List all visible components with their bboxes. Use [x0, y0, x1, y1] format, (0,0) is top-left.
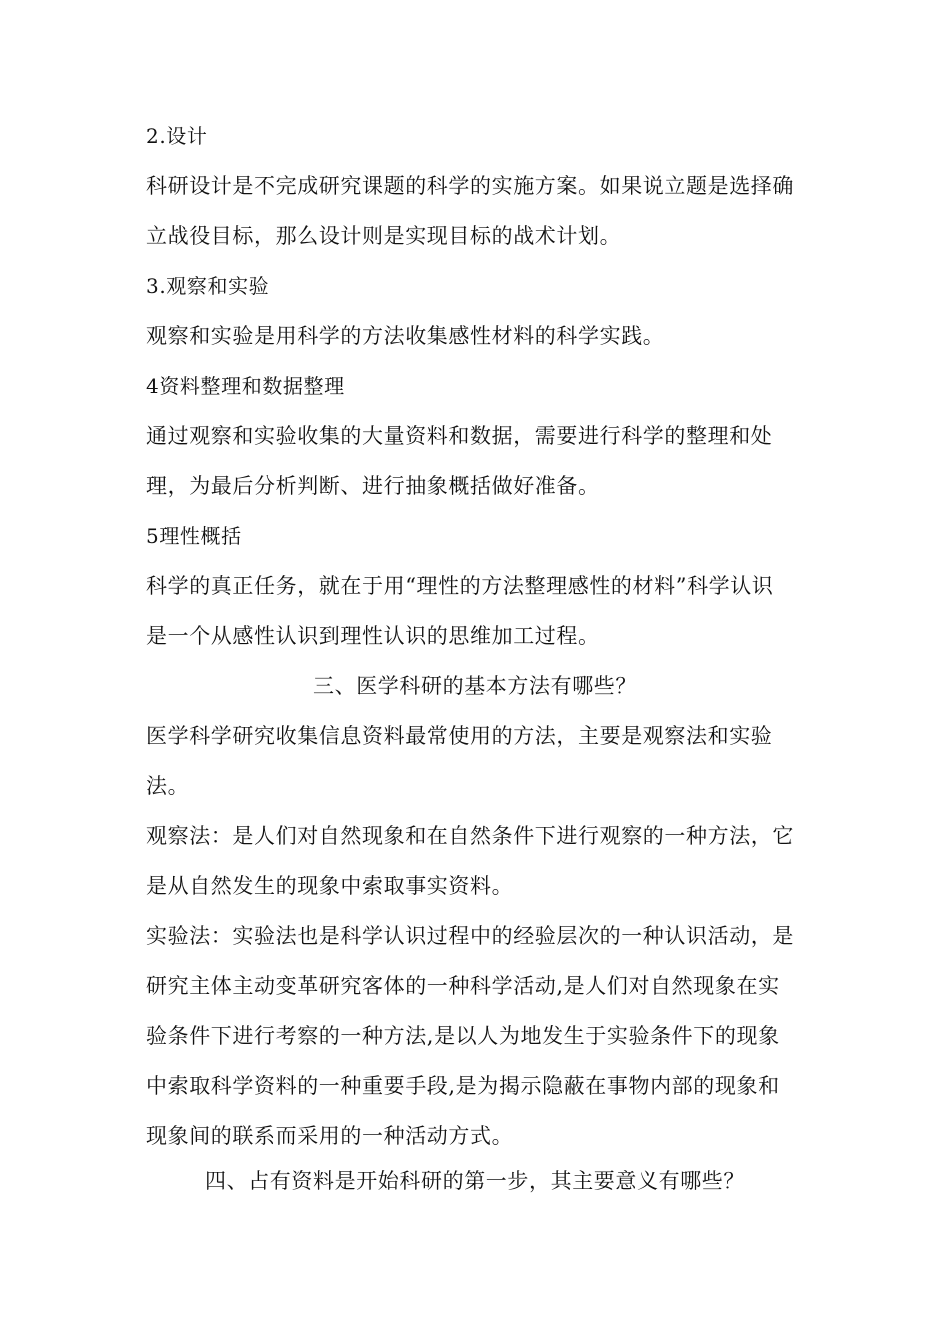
paragraph-line: 验条件下进行考察的一种方法,是以人为地发生于实验条件下的现象	[146, 1024, 780, 1048]
paragraph-line: 现象间的联系而采用的一种活动方式。	[146, 1124, 514, 1148]
paragraph-line: 科学的真正任务，就在于用“理性的方法整理感性的材料”科学认识	[146, 574, 774, 598]
paragraph-line: 医学科学研究收集信息资料最常使用的方法，主要是观察法和实验	[146, 724, 773, 748]
paragraph-line: 观察法：是人们对自然现象和在自然条件下进行观察的一种方法，它	[146, 824, 794, 848]
part-title-basic-methods: 三、医学科研的基本方法有哪些？	[313, 674, 637, 698]
part-title-data-significance: 四、占有资料是开始科研的第一步，其主要意义有哪些？	[205, 1169, 745, 1193]
section-heading-data-organization: 4资料整理和数据整理	[146, 374, 345, 398]
section-heading-design: 2.设计	[146, 124, 208, 148]
paragraph-line: 观察和实验是用科学的方法收集感性材料的科学实践。	[146, 324, 665, 348]
paragraph-line: 通过观察和实验收集的大量资料和数据，需要进行科学的整理和处	[146, 424, 773, 448]
paragraph-line: 是从自然发生的现象中索取事实资料。	[146, 874, 514, 898]
paragraph-line: 研究主体主动变革研究客体的一种科学活动,是人们对自然现象在实	[146, 974, 780, 998]
paragraph-line: 立战役目标，那么设计则是实现目标的战术计划。	[146, 224, 622, 248]
paragraph-line: 实验法：实验法也是科学认识过程中的经验层次的一种认识活动，是	[146, 924, 794, 948]
paragraph-line: 是一个从感性认识到理性认识的思维加工过程。	[146, 624, 600, 648]
section-heading-observation-experiment: 3.观察和实验	[146, 274, 270, 298]
paragraph-line: 法。	[146, 774, 190, 798]
section-heading-rational-summary: 5理性概括	[146, 524, 242, 548]
paragraph-line: 科研设计是不完成研究课题的科学的实施方案。如果说立题是选择确	[146, 174, 794, 198]
paragraph-line: 中索取科学资料的一种重要手段,是为揭示隐蔽在事物内部的现象和	[146, 1074, 780, 1098]
paragraph-line: 理，为最后分析判断、进行抽象概括做好准备。	[146, 474, 600, 498]
